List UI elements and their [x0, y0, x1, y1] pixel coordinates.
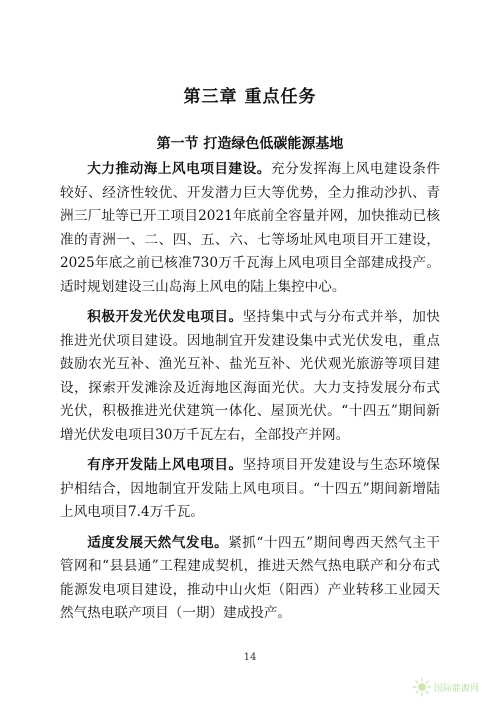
watermark [412, 675, 492, 701]
sun-logo-icon [412, 677, 432, 697]
paragraph-lead: 积极开发光伏发电项目。 [87, 309, 243, 325]
paragraph-lead: 大力推动海上风电项目建设。 [87, 161, 271, 177]
paragraph-onshore-wind [60, 454, 440, 525]
paragraph-text: 坚持项目开发建设与生态环境保护相结合，因地制宜开发陆上风电项目。“十四五”期间新增陆上风电项目7.4万千瓦。 [60, 457, 441, 520]
chapter-title: 第三章 重点任务 [183, 87, 317, 107]
paragraph-solar [60, 306, 440, 447]
paragraph-gas-power [60, 532, 440, 626]
watermark-text: 国际能源网 [434, 684, 480, 694]
paragraph-text: 紧抓“十四五”期间粤西天然气主干管网和“县县通”工程建成契机，推进天然气热电联产和分布式能源发电项目建设，推动中山火炬（阳西）产业转移工业园天然气热电联产项目（一期）建成投产。 [60, 534, 440, 621]
body-text [60, 158, 440, 633]
paragraph-lead: 适度发展天然气发电。 [87, 534, 229, 551]
section-title: 第一节 打造绿色低碳能源基地 [156, 136, 344, 152]
page-number: 14 [243, 652, 257, 663]
paragraph-lead: 有序开发陆上风电项目。 [87, 457, 243, 473]
paragraph-text: 充分发挥海上风电建设条件较好、经济性较优、开发潜力巨大等优势，全力推动沙扒、青洲三厂址等已开工项目2021年底前全容量并网，加快推动已核准的青洲一、二、四、五、六、七等场址风电项目开工建设，2025年底之前已核准730万千瓦海上风电项目全部建成投产。适时规划建设三山岛海上风电的陆上集控中心。 [60, 161, 441, 295]
paragraph-offshore-wind [60, 158, 440, 299]
paragraph-text: 坚持集中式与分布式并举，加快推进光伏项目建设。因地制宜开发建设集中式光伏发电，重点鼓励农光互补、渔光互补、盐光互补、光伏观光旅游等项目建设，探索开发滩涂及近海地区海面光伏。大力支持发展分布式光伏，积极推进光伏建筑一体化、屋顶光伏。“十四五”期间新增光伏发电项目30万千瓦左右，全部投产并网。 [60, 309, 441, 443]
